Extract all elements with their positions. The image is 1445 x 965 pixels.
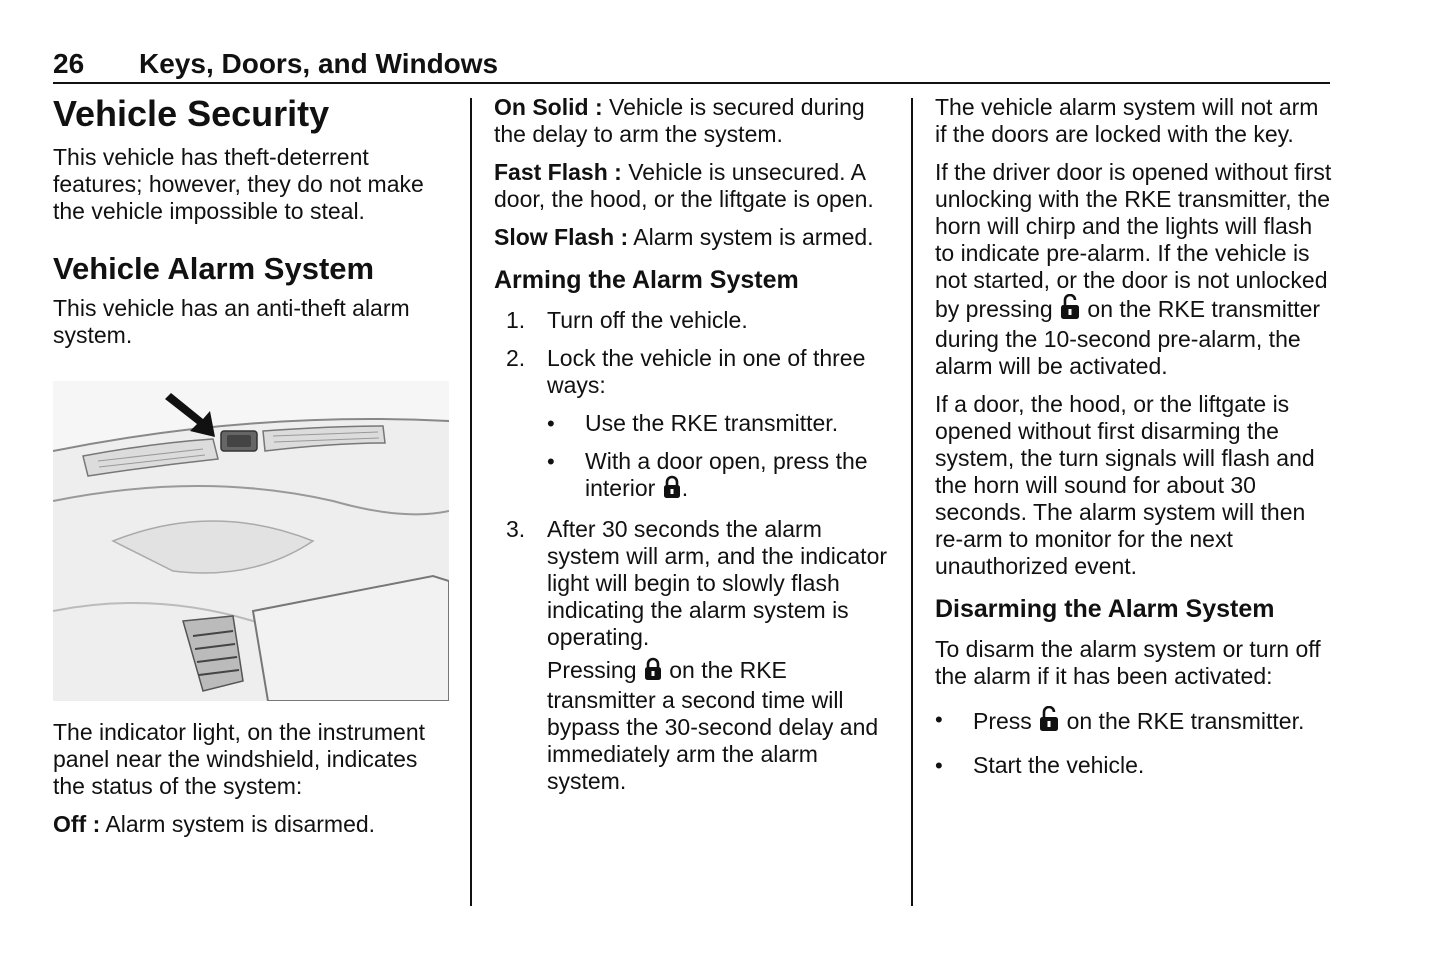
step-note <box>547 657 899 795</box>
bullet-text-end: on the RKE transmitter. <box>1060 708 1305 734</box>
status-off-text: Alarm system is disarmed. <box>100 811 376 837</box>
list-item <box>935 706 1335 738</box>
bullet-text: Press <box>973 708 1039 734</box>
list-item <box>547 448 899 505</box>
security-intro: This vehicle has theft-deterrent features; however, they do not make the vehicle impossible to steal. <box>53 144 424 224</box>
status-off-label: Off : <box>53 811 101 837</box>
list-item <box>494 345 899 505</box>
disarm-intro: To disarm the alarm system or turn off the alarm if it has been activated: <box>935 636 1321 689</box>
page-header <box>53 48 1330 84</box>
status-fast-flash-label: Fast Flash : <box>494 159 622 185</box>
column-2 <box>494 94 899 806</box>
list-item <box>935 752 1335 779</box>
disarming-heading: Disarming the Alarm System <box>935 595 1275 623</box>
list-item <box>494 307 899 334</box>
status-on-solid-text: Vehicle is secured during the delay to arm the system. <box>494 94 865 147</box>
step-note-text: Pressing <box>547 657 643 683</box>
unlock-icon <box>1038 706 1060 738</box>
status-off <box>53 811 453 838</box>
bullet: • <box>935 753 943 778</box>
column-3 <box>935 94 1335 790</box>
arming-heading: Arming the Alarm System <box>494 266 799 294</box>
status-fast-flash-text: Vehicle is unsecured. A door, the hood, or the liftgate is open. <box>494 159 874 212</box>
status-on-solid-label: On Solid : <box>494 94 603 120</box>
status-on-solid <box>494 94 899 148</box>
indicator-light-illustration <box>53 381 449 701</box>
step-text: After 30 seconds the alarm system will arm, and the indicator light will begin to slowly flash indicating the alarm system is operating. <box>547 516 888 650</box>
key-lock-note: The vehicle alarm system will not arm if the doors are locked with the key. <box>935 94 1319 147</box>
status-fast-flash <box>494 159 899 213</box>
bullet-text: Use the RKE transmitter. <box>585 410 839 436</box>
step-text: Lock the vehicle in one of three ways: <box>547 345 866 398</box>
step-number: 2. <box>506 345 526 371</box>
list-item <box>494 516 899 795</box>
lock-icon <box>662 475 682 505</box>
pre-alarm-text: If the driver door is opened without first unlocking with the RKE transmitter, the horn will chirp and the lights will flash to indicate pre-alarm. If the vehicle is not started, or the door is not unlocked by pressing <box>935 159 1332 322</box>
step-note-text-end: on the RKE transmitter a second time will bypass the 30-second delay and immediately arm the alarm system. <box>547 657 879 794</box>
step-number: 3. <box>506 516 526 542</box>
pre-alarm-paragraph <box>935 159 1335 380</box>
status-slow-flash-label: Slow Flash : <box>494 224 629 250</box>
bullet-text-end: . <box>681 475 689 501</box>
alarm-system-heading: Vehicle Alarm System <box>53 251 375 286</box>
unlock-icon <box>1059 294 1081 326</box>
step-text: Turn off the vehicle. <box>547 307 748 333</box>
trigger-paragraph: If a door, the hood, or the liftgate is opened without first disarming the system, the turn signals will flash and the horn will sound for about 30 seconds. The alarm system will then re-arm to monitor for the next unauthorized event. <box>935 391 1315 579</box>
bullet: • <box>547 411 555 436</box>
column-1 <box>53 94 453 849</box>
status-slow-flash <box>494 224 899 251</box>
list-item <box>547 410 899 437</box>
bullet: • <box>935 707 943 732</box>
column-divider <box>470 98 472 906</box>
bullet-text: Start the vehicle. <box>973 752 1145 778</box>
page-number: 26 <box>53 48 85 79</box>
lock-methods <box>547 410 899 505</box>
column-divider <box>911 98 913 906</box>
lock-icon <box>643 657 663 687</box>
arming-steps <box>494 307 899 795</box>
step-number: 1. <box>506 307 526 333</box>
vehicle-security-heading: Vehicle Security <box>53 93 330 134</box>
indicator-description: The indicator light, on the instrument panel near the windshield, indicates the status of the system: <box>53 719 426 799</box>
status-slow-flash-text: Alarm system is armed. <box>628 224 874 250</box>
disarm-methods <box>935 706 1335 779</box>
pre-alarm-text-end: on the RKE transmitter during the 10-second pre-alarm, the alarm will be activated. <box>935 296 1321 379</box>
bullet: • <box>547 449 555 474</box>
section-title: Keys, Doors, and Windows <box>139 48 499 79</box>
bullet-text: With a door open, press the interior <box>585 448 868 501</box>
alarm-intro: This vehicle has an anti-theft alarm system. <box>53 295 410 348</box>
